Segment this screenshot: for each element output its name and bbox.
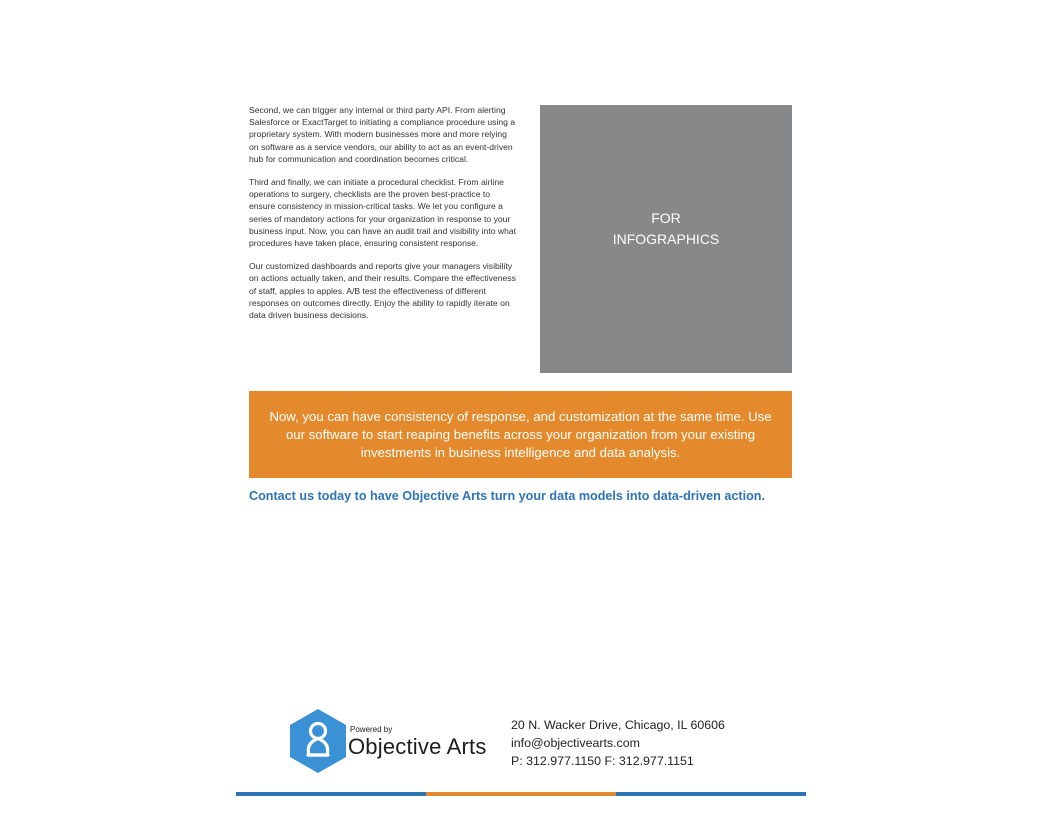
callout-box bbox=[249, 391, 792, 478]
placeholder-line-1: FOR bbox=[651, 210, 681, 226]
footer-bar-segment bbox=[236, 792, 426, 796]
footer-color-bar bbox=[236, 792, 806, 796]
body-paragraph-checklist: Third and finally, we can initiate a procedural checklist. From airline operations to surgery, checklists are the proven best-practice to ensure consistency in mission-critical tasks. We let you configure a series of mandatory actions for your organization in response to your business input. Now, you can have an audit trail and visibility into what procedures have taken place, ensuring consistent response. bbox=[249, 177, 517, 249]
objective-arts-hexagon-icon bbox=[287, 708, 349, 774]
infographics-placeholder-label bbox=[613, 208, 720, 250]
body-text bbox=[249, 104, 517, 332]
contact-phone-fax: P: 312.977.1150 F: 312.977.1151 bbox=[511, 754, 694, 768]
footer-bar-segment bbox=[426, 792, 616, 796]
footer-bar-segment bbox=[616, 792, 806, 796]
powered-by-label: Powered by bbox=[350, 725, 393, 734]
brand-name: Objective Arts bbox=[348, 734, 487, 759]
body-paragraph-dashboards: Our customized dashboards and reports give your managers visibility on actions actually taken, and their results. Compare the effectiveness of staff, apples to apples. A/B test the effectiveness of different responses on outcomes directly. Enjoy the ability to rapidly iterate on data driven business decisions. bbox=[249, 261, 516, 321]
callout-text: Now, you can have consistency of response, and customization at the same time. Use our software to start reaping benefits across your organization from your existing investments in business intelligence and data analysis. bbox=[269, 408, 772, 460]
contact-address: 20 N. Wacker Drive, Chicago, IL 60606 bbox=[511, 718, 725, 732]
contact-cta: Contact us today to have Objective Arts turn your data models into data-driven action. bbox=[249, 489, 765, 503]
contact-info bbox=[511, 716, 725, 770]
body-paragraph-api: Second, we can trigger any internal or third party API. From alerting Salesforce or ExactTarget to initiating a compliance procedure using a proprietary system. With modern businesses more and more relying on software as a service vendors, our ability to act as an event-driven hub for communication and coordination becomes critical. bbox=[249, 105, 516, 164]
infographics-placeholder bbox=[540, 105, 792, 373]
objective-arts-logo bbox=[287, 708, 497, 776]
contact-email: info@objectivearts.com bbox=[511, 736, 640, 750]
placeholder-line-2: INFOGRAPHICS bbox=[612, 231, 720, 247]
